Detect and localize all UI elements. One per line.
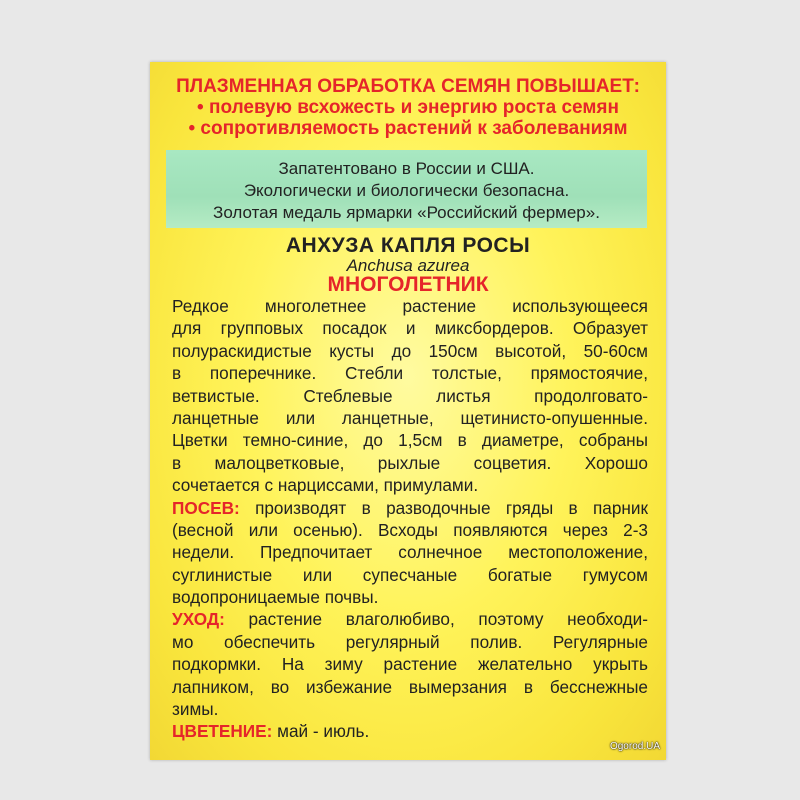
care-label: УХОД: — [172, 609, 225, 630]
promo-bullet-germination: • полевую всхожесть и энергию роста семян — [197, 97, 619, 118]
certification-line-medal: Золотая медаль ярмарки «Российский фермер». — [213, 203, 600, 222]
sowing-line: недели. Предпочитает солнечное местоположение, — [172, 542, 648, 563]
care-first-line — [172, 608, 648, 630]
certification-box — [166, 150, 647, 228]
certification-line-safety: Экологически и биологически безопасна. — [243, 181, 570, 200]
description-line: в поперечнике. Стебли толстые, прямостоячие, — [172, 363, 648, 384]
care-line: мо обеспечить регулярный полив. Регулярные — [172, 631, 648, 652]
sowing-line: водопроницаемые почвы. — [172, 587, 379, 608]
sowing-label: ПОСЕВ: — [172, 497, 240, 518]
description-line: Цветки темно-синие, до 1,5см в диаметре, собраны — [172, 430, 648, 451]
care-text-start: растение влаголюбиво, поэтому необходи- — [224, 609, 648, 630]
description-line: сочетается с нарциссами, примулами. — [172, 475, 479, 496]
seed-packet-card — [150, 62, 666, 760]
promo-bullet-resistance: • сопротивляемость растений к заболеваниям — [188, 118, 628, 139]
description-line: ланцетные или ланцетные, щетинисто-опушенные. — [172, 407, 648, 428]
flowering-line — [172, 720, 648, 742]
certification-line-patent: Запатентовано в России и США. — [278, 159, 535, 178]
plant-info-text — [172, 295, 648, 743]
plant-category: МНОГОЛЕТНИК — [327, 273, 489, 296]
sowing-line: (весной или осенью). Всходы появляются через 2-3 — [172, 519, 648, 540]
flowering-label: ЦВЕТЕНИЕ: — [172, 721, 273, 742]
sowing-line: суглинистые или супесчаные богатые гумусом — [172, 564, 648, 585]
promo-headline: ПЛАЗМЕННАЯ ОБРАБОТКА СЕМЯН ПОВЫШАЕТ: — [176, 76, 640, 97]
sowing-first-line — [172, 497, 648, 519]
description-line: в малоцветковые, рыхлые соцветия. Хорошо — [172, 452, 648, 473]
description-line: полураскидистые кусты до 150см высотой, 50-60см — [172, 340, 648, 361]
sowing-text-start: производят в разводочные гряды в парник — [239, 497, 648, 518]
description-line: для групповых посадок и миксбордеров. Образует — [172, 318, 648, 339]
plant-name: АНХУЗА КАПЛЯ РОСЫ — [285, 234, 531, 257]
plant-latin-name: Anchusa azurea — [346, 256, 470, 275]
care-line: лапником, во избежание вымерзания в бесснежные — [172, 676, 648, 697]
description-line: Редкое многолетнее растение использующееся — [172, 296, 648, 316]
site-watermark: Ogorod.UA — [609, 741, 660, 752]
flowering-value: май - июль. — [272, 721, 370, 742]
description-line: ветвистые. Стеблевые листья продолговато- — [172, 385, 648, 406]
care-line: зимы. — [172, 699, 219, 720]
care-line: подкормки. На зиму растение желательно укрыть — [172, 654, 648, 675]
